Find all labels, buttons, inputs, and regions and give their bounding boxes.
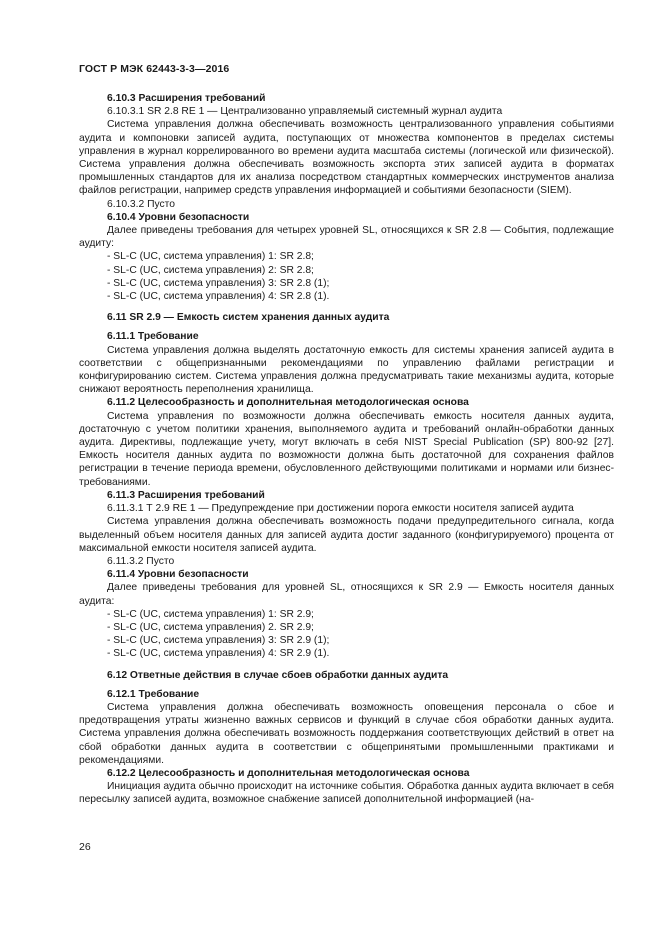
list-item: - SL-C (UC, система управления) 1: SR 2.8;	[79, 250, 614, 263]
paragraph: Система управления должна выделять достаточную емкость для системы хранения записей аудита в соответствии с общепризнанными рекомендациями по управлению файлами регистрации и конфигурированию систем. Система управления должна предусматривать такие механизмы аудита, которые снижают вероятность переполнения хранилища.	[79, 344, 614, 396]
list-item: - SL-C (UC, система управления) 2. SR 2.9;	[79, 621, 614, 634]
paragraph: Система управления должна обеспечивать возможность подачи предупредительного сигнала, когда выделенный объем носителя данных для записей аудита достиг заданного (конфигурируемого) процента от максимальной емкости носителя записей аудита.	[79, 516, 614, 554]
paragraph: Система управления должна обеспечивать возможность централизованного управления событиями аудита и компоновки записей аудита, поступающих от множества компонентов в пределах системы управления в журнал коррелированного во времени аудита масштаба системы (логической или физической). Система управления должна обеспечивать возможность экспорта этих записей аудита в форматах промышленных стандартов для их анализа посредством стандартных коммерческих инструментов анализа файлов регистрации, например средств управления информацией и событиями безопасности (SIEM).	[79, 119, 614, 197]
section-title: 6.11 SR 2.9 — Емкость систем хранения данных аудита	[107, 312, 390, 324]
section-heading: 6.12.1 Требование	[107, 688, 200, 700]
paragraph: Инициация аудита обычно происходит на источнике события. Обработка данных аудита включает в себя пересылку записей аудита, возможное снабжение записей дополнительной информацией (на-	[79, 781, 614, 806]
paragraph: Система управления по возможности должна обеспечивать емкость носителя данных аудита, достаточную с учетом политики хранения, выполняемого аудита и требований онлайн-обработки данных аудита. Директивы, подлежащие учету, могут включать в себя NIST Special Publication (SP) 800-92 [27]. Емкость носителя данных аудита по возможности должна быть достаточной для сохранения файлов регистрации в течение периода времени, обусловленного действующими политиками и нормами или бизнес-требованиями.	[79, 410, 614, 488]
paragraph: Система управления должна обеспечивать возможность оповещения персонала о сбое и предотвращения утраты жизненно важных сервисов и функций в случае сбоя обработки данных аудита. Система управления должна обеспечивать возможность поддержания соответствующих действий в ответ на сбой обработки данных аудита в соответствии с общепринятыми промышленными практиками и рекомендациями.	[79, 701, 614, 766]
section-heading: 6.10.4 Уровни безопасности	[107, 211, 250, 223]
list-item: - SL-C (UC, система управления) 3: SR 2.9 (1);	[79, 634, 614, 647]
section-heading: 6.11.4 Уровни безопасности	[107, 569, 249, 581]
section-heading: 6.11.3 Расширения требований	[107, 489, 265, 501]
list-item: - SL-C (UC, система управления) 1: SR 2.9;	[79, 608, 614, 621]
section-heading: 6.10.3 Расширения требований	[107, 93, 266, 104]
list-item: - SL-C (UC, система управления) 4: SR 2.8 (1).	[79, 290, 614, 303]
document-body	[79, 92, 614, 807]
list-item: - SL-C (UC, система управления) 4: SR 2.9 (1).	[79, 647, 614, 660]
subsection-title: 6.10.3.1 SR 2.8 RE 1 — Централизованно управляемый системный журнал аудита	[107, 106, 503, 118]
subsection-title: 6.11.3.1 Т 2.9 RE 1 — Предупреждение при достижении порога емкости носителя записей аудита	[107, 503, 574, 515]
subsection-title: 6.10.3.2 Пусто	[107, 198, 175, 210]
list-item: - SL-C (UC, система управления) 3: SR 2.8 (1);	[79, 277, 614, 290]
section-title: 6.12 Ответные действия в случае сбоев обработки данных аудита	[107, 669, 449, 681]
paragraph: Далее приведены требования для уровней SL, относящихся к SR 2.9 — Емкость носителя данных аудита:	[79, 582, 614, 607]
document-header: ГОСТ Р МЭК 62443-3-3—2016	[79, 63, 230, 75]
section-heading: 6.11.2 Целесообразность и дополнительная методологическая основа	[107, 397, 469, 409]
security-level-list	[79, 608, 614, 661]
section-heading: 6.12.2 Целесообразность и дополнительная методологическая основа	[107, 767, 470, 779]
security-level-list	[79, 250, 614, 303]
list-item: - SL-C (UC, система управления) 2: SR 2.8;	[79, 264, 614, 277]
page-number: 26	[79, 841, 91, 853]
paragraph: Далее приведены требования для четырех уровней SL, относящихся к SR 2.8 — События, подлежащие аудиту:	[79, 225, 614, 250]
section-heading: 6.11.1 Требование	[107, 331, 199, 343]
subsection-title: 6.11.3.2 Пусто	[107, 555, 175, 567]
